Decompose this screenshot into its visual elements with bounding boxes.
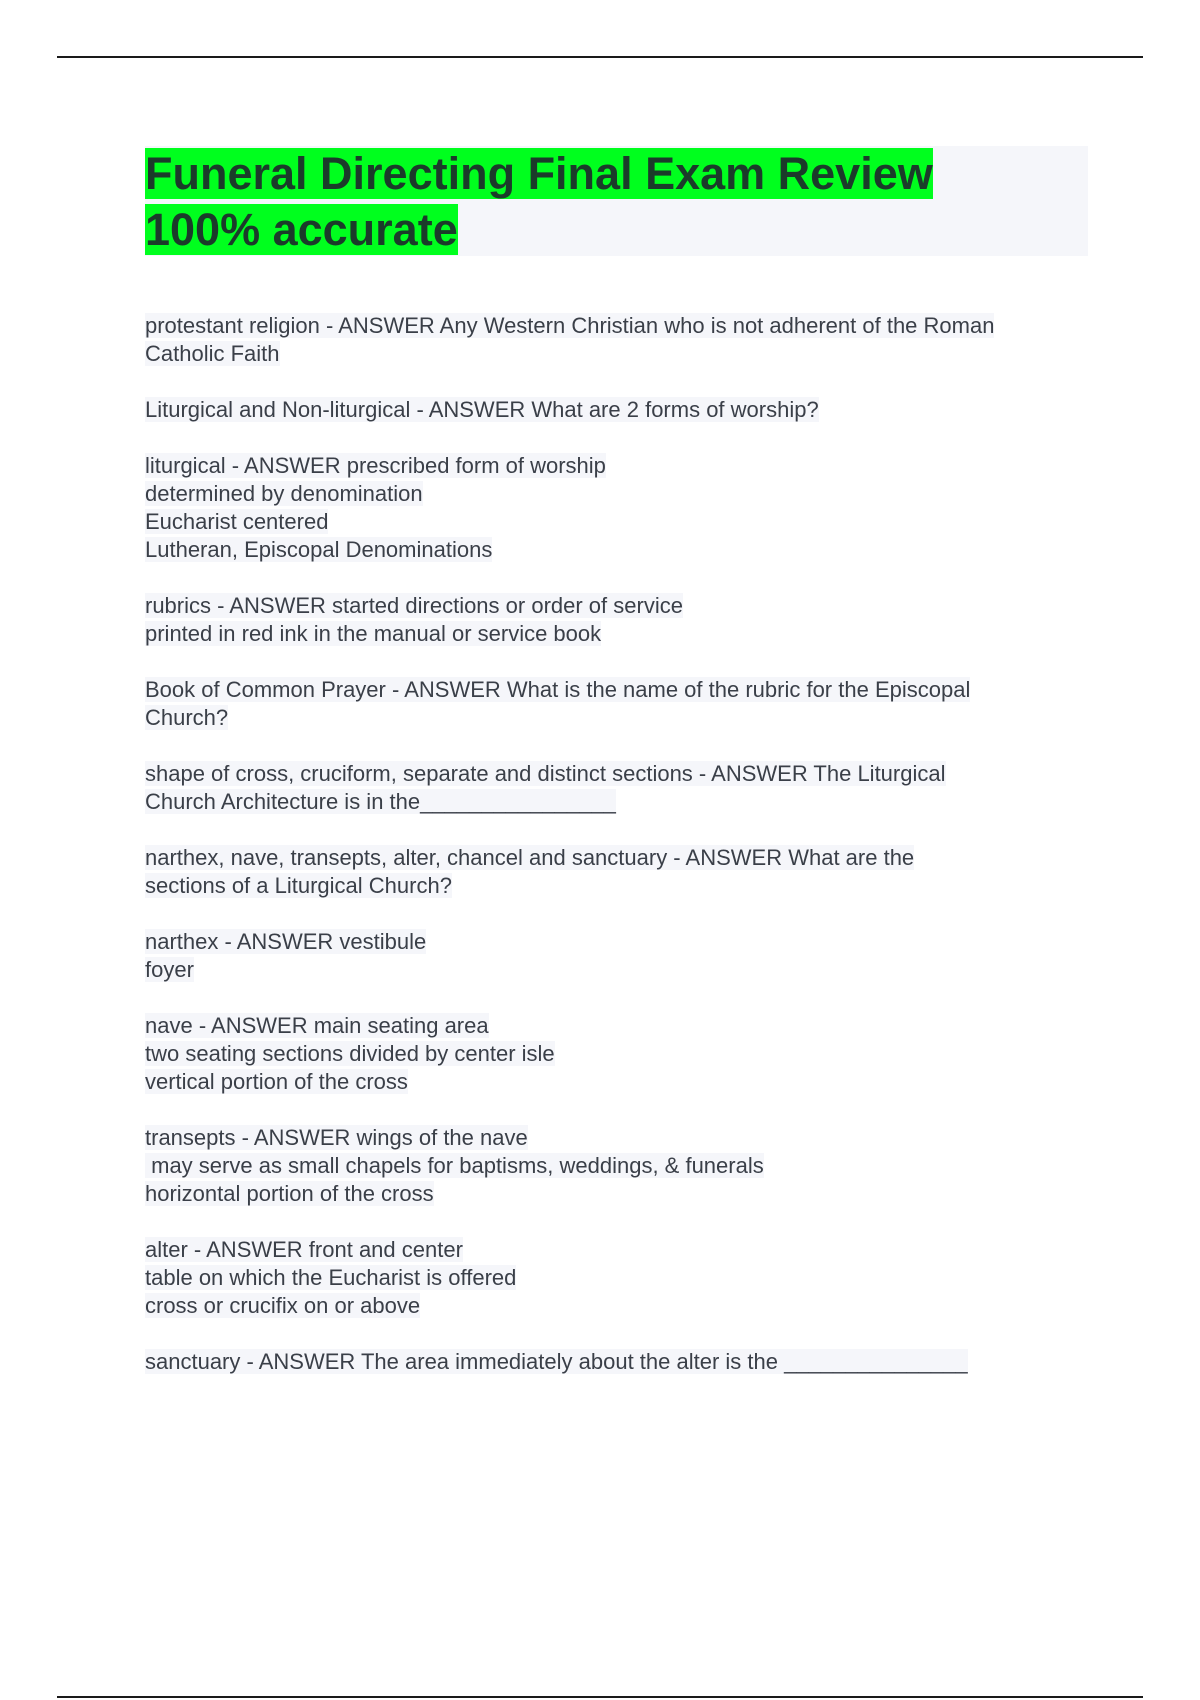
qa-line: may serve as small chapels for baptisms, weddings, & funerals xyxy=(145,1153,764,1178)
qa-line: narthex, nave, transepts, alter, chancel and sanctuary - ANSWER What are the xyxy=(145,845,915,870)
qa-line: Church Architecture is in the________________ xyxy=(145,789,616,814)
qa-line: Liturgical and Non-liturgical - ANSWER What are 2 forms of worship? xyxy=(145,397,819,422)
title-line-1: Funeral Directing Final Exam Review xyxy=(145,148,933,199)
qa-item xyxy=(145,676,1105,732)
qa-item xyxy=(145,1236,1105,1320)
qa-line: two seating sections divided by center isle xyxy=(145,1041,555,1066)
qa-line: foyer xyxy=(145,957,194,982)
qa-line: vertical portion of the cross xyxy=(145,1069,408,1094)
qa-line: alter - ANSWER front and center xyxy=(145,1237,463,1262)
qa-line: printed in red ink in the manual or service book xyxy=(145,621,602,646)
top-rule xyxy=(57,56,1143,58)
qa-line: sections of a Liturgical Church? xyxy=(145,873,452,898)
bottom-rule xyxy=(57,1696,1143,1698)
qa-line: nave - ANSWER main seating area xyxy=(145,1013,489,1038)
qa-line: protestant religion - ANSWER Any Western Christian who is not adherent of the Roman xyxy=(145,313,995,338)
qa-item xyxy=(145,1012,1105,1096)
qa-item xyxy=(145,312,1105,368)
qa-line: sanctuary - ANSWER The area immediately about the alter is the _______________ xyxy=(145,1349,968,1374)
qa-item xyxy=(145,1348,1105,1376)
qa-item xyxy=(145,452,1105,564)
qa-item xyxy=(145,844,1105,900)
qa-line: liturgical - ANSWER prescribed form of worship xyxy=(145,453,606,478)
qa-line: rubrics - ANSWER started directions or order of service xyxy=(145,593,683,618)
qa-line: Eucharist centered xyxy=(145,509,329,534)
qa-line: Lutheran, Episcopal Denominations xyxy=(145,537,493,562)
qa-line: Catholic Faith xyxy=(145,341,280,366)
qa-item xyxy=(145,760,1105,816)
qa-line: Church? xyxy=(145,705,229,730)
qa-line: shape of cross, cruciform, separate and distinct sections - ANSWER The Liturgical xyxy=(145,761,946,786)
qa-item xyxy=(145,1124,1105,1208)
qa-line: horizontal portion of the cross xyxy=(145,1181,434,1206)
qa-line: cross or crucifix on or above xyxy=(145,1293,421,1318)
qa-line: table on which the Eucharist is offered xyxy=(145,1265,517,1290)
qa-list xyxy=(145,312,1105,1404)
qa-line: determined by denomination xyxy=(145,481,423,506)
qa-line: transepts - ANSWER wings of the nave xyxy=(145,1125,528,1150)
qa-line: narthex - ANSWER vestibule xyxy=(145,929,427,954)
qa-item xyxy=(145,928,1105,984)
title-block xyxy=(145,146,1088,256)
qa-item xyxy=(145,592,1105,648)
qa-line: Book of Common Prayer - ANSWER What is the name of the rubric for the Episcopal xyxy=(145,677,971,702)
title-line-2: 100% accurate xyxy=(145,204,458,255)
document-title xyxy=(145,146,1005,258)
qa-item xyxy=(145,396,1105,424)
